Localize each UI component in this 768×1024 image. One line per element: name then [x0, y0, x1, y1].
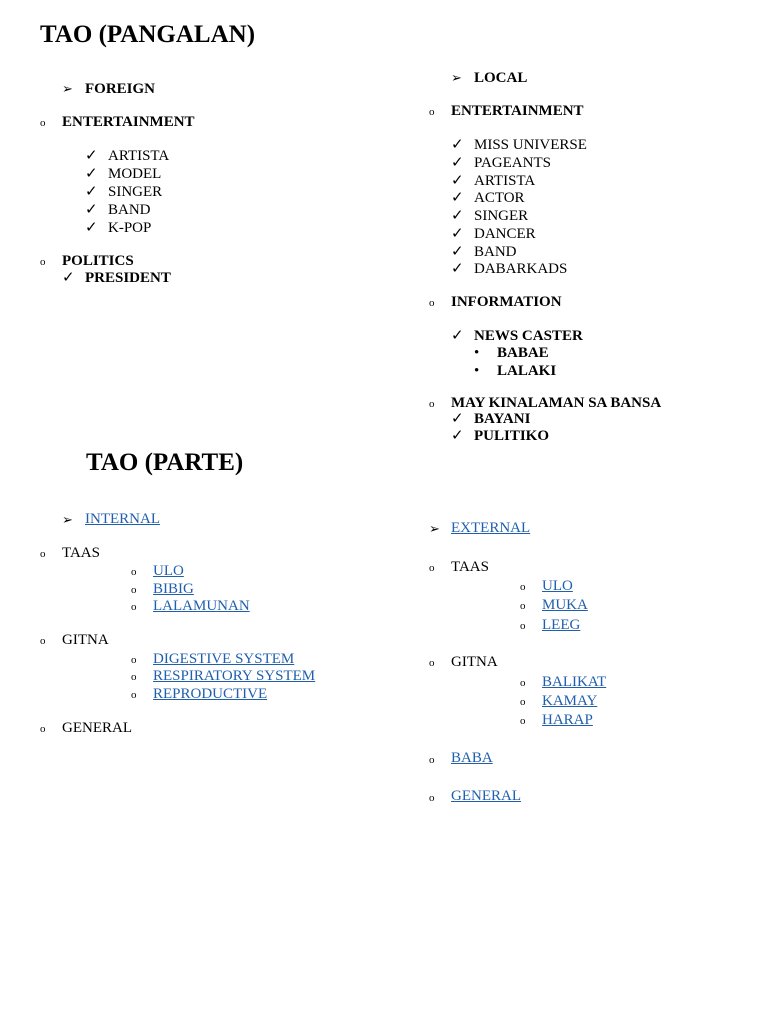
dot-bullet-icon: •: [474, 363, 480, 379]
list-item: MODEL: [108, 166, 162, 182]
circle-bullet-icon: o: [520, 715, 526, 727]
check-icon: ✓: [451, 190, 464, 206]
list-item: DANCER: [474, 226, 536, 242]
list-item: K-POP: [108, 220, 152, 236]
list-item: NEWS CASTER: [474, 328, 583, 344]
list-item: SINGER: [108, 184, 163, 200]
group-local: LOCAL: [474, 70, 528, 86]
circle-bullet-icon: o: [131, 601, 137, 613]
link-harap[interactable]: HARAP: [542, 712, 593, 728]
link-ulo[interactable]: ULO: [153, 563, 184, 579]
link-ulo[interactable]: ULO: [542, 578, 573, 594]
circle-bullet-icon: o: [429, 792, 435, 804]
list-item: ARTISTA: [108, 148, 170, 164]
list-item: SINGER: [474, 208, 529, 224]
link-muka[interactable]: MUKA: [542, 597, 588, 613]
link-balikat[interactable]: BALIKAT: [542, 674, 607, 690]
check-icon: ✓: [85, 148, 98, 164]
link-external[interactable]: EXTERNAL: [451, 520, 531, 536]
arrow-bullet-icon: ➢: [451, 70, 462, 85]
list-item: PRESIDENT: [85, 270, 171, 286]
list-item: PULITIKO: [474, 428, 550, 444]
check-icon: ✓: [451, 155, 464, 171]
link-lalamunan[interactable]: LALAMUNAN: [153, 598, 250, 614]
category-taas: TAAS: [451, 559, 489, 575]
category-gitna: GITNA: [451, 654, 498, 670]
link-baba[interactable]: BABA: [451, 750, 493, 766]
list-item: BABAE: [497, 345, 549, 361]
circle-bullet-icon: o: [40, 635, 46, 647]
list-item: ACTOR: [474, 190, 525, 206]
arrow-bullet-icon: ➢: [62, 81, 73, 96]
category-general: GENERAL: [62, 720, 132, 736]
list-item: BAYANI: [474, 411, 531, 427]
check-icon: ✓: [451, 411, 464, 427]
circle-bullet-icon: o: [429, 106, 435, 118]
check-icon: ✓: [451, 261, 464, 277]
circle-bullet-icon: o: [429, 657, 435, 669]
arrow-bullet-icon: ➢: [62, 512, 73, 527]
list-item: BAND: [474, 244, 517, 260]
circle-bullet-icon: o: [131, 671, 137, 683]
check-icon: ✓: [85, 184, 98, 200]
list-item: DABARKADS: [474, 261, 568, 277]
list-item: MISS UNIVERSE: [474, 137, 587, 153]
circle-bullet-icon: o: [40, 548, 46, 560]
circle-bullet-icon: o: [520, 696, 526, 708]
list-item: LALAKI: [497, 363, 557, 379]
check-icon: ✓: [451, 226, 464, 242]
check-icon: ✓: [451, 173, 464, 189]
link-respiratory-system[interactable]: RESPIRATORY SYSTEM: [153, 668, 316, 684]
arrow-bullet-icon: ➢: [429, 521, 440, 536]
list-item: PAGEANTS: [474, 155, 551, 171]
circle-bullet-icon: o: [40, 117, 46, 129]
circle-bullet-icon: o: [429, 297, 435, 309]
check-icon: ✓: [62, 270, 75, 286]
check-icon: ✓: [85, 166, 98, 182]
category-gitna: GITNA: [62, 632, 109, 648]
list-item: ARTISTA: [474, 173, 536, 189]
circle-bullet-icon: o: [131, 584, 137, 596]
check-icon: ✓: [85, 202, 98, 218]
dot-bullet-icon: •: [474, 345, 480, 361]
circle-bullet-icon: o: [131, 654, 137, 666]
circle-bullet-icon: o: [131, 566, 137, 578]
category-taas: TAAS: [62, 545, 100, 561]
check-icon: ✓: [85, 220, 98, 236]
link-leeg[interactable]: LEEG: [542, 617, 581, 633]
check-icon: ✓: [451, 244, 464, 260]
list-item: BAND: [108, 202, 151, 218]
heading-tao-pangalan: TAO (PANGALAN): [40, 21, 256, 48]
check-icon: ✓: [451, 328, 464, 344]
link-digestive-system[interactable]: DIGESTIVE SYSTEM: [153, 651, 295, 667]
category-bansa: MAY KINALAMAN SA BANSA: [451, 395, 662, 411]
circle-bullet-icon: o: [40, 723, 46, 735]
category-politics: POLITICS: [62, 253, 134, 269]
link-general[interactable]: GENERAL: [451, 788, 521, 804]
circle-bullet-icon: o: [131, 689, 137, 701]
link-bibig[interactable]: BIBIG: [153, 581, 194, 597]
link-kamay[interactable]: KAMAY: [542, 693, 598, 709]
category-entertainment: ENTERTAINMENT: [62, 114, 195, 130]
check-icon: ✓: [451, 137, 464, 153]
circle-bullet-icon: o: [520, 600, 526, 612]
category-information: INFORMATION: [451, 294, 562, 310]
category-entertainment: ENTERTAINMENT: [451, 103, 584, 119]
circle-bullet-icon: o: [429, 562, 435, 574]
circle-bullet-icon: o: [520, 677, 526, 689]
circle-bullet-icon: o: [520, 620, 526, 632]
link-reproductive[interactable]: REPRODUCTIVE: [153, 686, 268, 702]
heading-tao-parte: TAO (PARTE): [86, 449, 244, 476]
circle-bullet-icon: o: [520, 581, 526, 593]
check-icon: ✓: [451, 428, 464, 444]
circle-bullet-icon: o: [429, 398, 435, 410]
group-foreign: FOREIGN: [85, 81, 156, 97]
circle-bullet-icon: o: [429, 754, 435, 766]
link-internal[interactable]: INTERNAL: [85, 511, 160, 527]
check-icon: ✓: [451, 208, 464, 224]
circle-bullet-icon: o: [40, 256, 46, 268]
